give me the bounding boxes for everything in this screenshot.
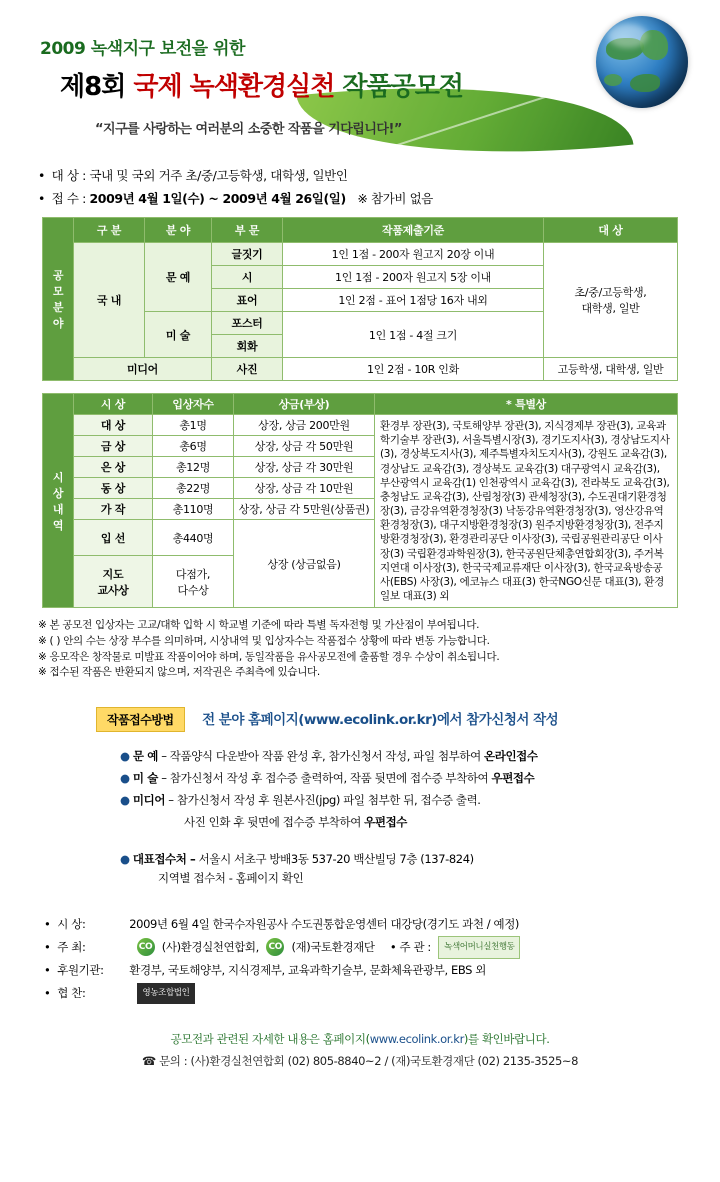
media-sub-bold: 우편접수 <box>364 814 408 829</box>
cell-part-poem: 시 <box>212 266 283 289</box>
col-special: * 특별상 <box>375 394 678 415</box>
bottom-row-host <box>44 936 720 959</box>
contact-value: 서울시 서초구 방배3동 537-20 백산빌딩 7층 (137-824) <box>198 851 474 866</box>
bottom-value-host-2: (재)국토환경재단 <box>291 939 375 954</box>
table-row <box>43 358 678 381</box>
media-sub-text: 사진 인화 후 뒷면에 접수증 부착하여 <box>184 814 365 829</box>
apply-item-media-sub <box>184 812 720 834</box>
cell-part-photo: 사진 <box>212 358 283 381</box>
cell-field-media: 미디어 <box>74 358 212 381</box>
note-1: ※ 본 공모전 입상자는 고교/대학 입학 시 학교별 기준에 따라 특별 독자전형 및 가산점이 부여됩니다. <box>38 619 480 632</box>
bottom-value-sponsors: 환경부, 국토해양부, 지식경제부, 교육과학기술부, 문화체육관광부, EBS 외 <box>129 962 486 977</box>
bottom-row-ceremony <box>44 913 720 936</box>
cell-standard-poem: 1인 1점 - 200자 원고지 5장 이내 <box>283 266 544 289</box>
col-prize: 상금(부상) <box>234 394 375 415</box>
bullet-circle-icon: ● <box>120 771 130 786</box>
green-growth-logo-icon <box>438 936 520 959</box>
award-bronze: 동 상 <box>74 478 153 499</box>
category-table <box>42 217 678 381</box>
title-part-2: 국제 녹색환경실천 <box>133 72 335 102</box>
prize-selected: 상장 (상금없음) <box>234 520 375 608</box>
footer-text-a: 공모전과 관련된 자세한 내용은 홈페이지( <box>170 1031 370 1046</box>
bullet-icon: • <box>44 916 51 931</box>
cell-part-painting: 회화 <box>212 335 283 358</box>
bullet-circle-icon: ● <box>120 851 130 866</box>
award-table <box>42 393 678 608</box>
table-row <box>43 243 678 266</box>
period-row <box>38 189 720 207</box>
award-grand: 대 상 <box>74 415 153 436</box>
prize-gold: 상장, 상금 각 50만원 <box>234 436 375 457</box>
award-honorable: 가 작 <box>74 499 153 520</box>
poster-footer <box>0 1029 720 1073</box>
bullet-circle-icon: ● <box>120 792 130 807</box>
note-4: ※ 접수된 작품은 반환되지 않으며, 저작권은 주최측에 있습니다. <box>38 666 320 679</box>
period-value: 2009년 4월 1일(수) ~ 2009년 4월 26일(일) <box>89 191 346 206</box>
award-side-label: 시 상 내 역 <box>43 394 74 608</box>
col-award: 시 상 <box>74 394 153 415</box>
header-quote: “지구를 사랑하는 여러분의 소중한 작품을 기다립니다!” <box>95 122 402 137</box>
bottom-label-host: 주 최: <box>57 939 86 954</box>
cell-target-group-1: 초/중/고등학생, 대학생, 일반 <box>544 243 678 358</box>
bottom-value-ceremony: 2009년 6월 4일 한국수자원공사 수도권통합운영센터 대강당(경기도 과천 / 예정) <box>129 916 520 931</box>
col-standard: 작품제출기준 <box>283 218 544 243</box>
bullet-icon: • <box>44 939 51 954</box>
apply-item-bold: 우편접수 <box>491 771 535 786</box>
apply-item-media <box>120 790 720 834</box>
count-selected: 총440명 <box>153 520 234 556</box>
bottom-value-supervisor-label: • 주 관 : <box>389 939 431 954</box>
target-label: 대 상 : <box>51 168 90 183</box>
bottom-label-ceremony: 시 상: <box>57 916 86 931</box>
table-header-row <box>43 218 678 243</box>
cell-standard-writing: 1인 1점 - 200자 원고지 20장 이내 <box>283 243 544 266</box>
notes-block <box>38 618 720 681</box>
prize-honorable: 상장, 상금 각 5만원(상품권) <box>234 499 375 520</box>
period-label: 접 수 : <box>51 191 90 206</box>
note-2: ※ ( ) 안의 수는 상장 부수를 의미하며, 시상내역 및 입상자수는 작품접수 상황에 따라 변동 가능합니다. <box>38 634 490 647</box>
col-count: 입상자수 <box>153 394 234 415</box>
cell-part-slogan: 표어 <box>212 289 283 312</box>
contact-label: 대표접수처 – <box>132 851 196 866</box>
col-target: 대 상 <box>544 218 678 243</box>
cell-field-art: 미 술 <box>145 312 212 358</box>
cell-field-literature: 문 예 <box>145 243 212 312</box>
bottom-label-support: 협 찬: <box>57 985 86 1000</box>
footer-url[interactable]: www.ecolink.or.kr <box>369 1031 464 1046</box>
bullet-circle-icon: ● <box>120 749 130 764</box>
bottom-info <box>44 913 720 1005</box>
poster-header <box>0 0 720 160</box>
col-division: 구 분 <box>74 218 145 243</box>
farm-coop-logo-text: 영농조합법인 <box>137 983 196 1004</box>
green-growth-logo-text: 녹색어머니실천행동 <box>438 936 520 959</box>
bottom-value-host-1: (사)환경실천연합회, <box>161 939 259 954</box>
cell-division: 국 내 <box>74 243 145 358</box>
apply-title: 전 분야 홈페이지(www.ecolink.or.kr)에서 참가신청서 작성 <box>202 712 559 729</box>
prize-bronze: 상장, 상금 각 10만원 <box>234 478 375 499</box>
footer-line-2: ☎ 문의 : (사)환경실천연합회 (02) 805-8840~2 / (재)국토환경재단 (02) 2135-3525~8 <box>141 1053 579 1068</box>
table-row <box>43 415 678 436</box>
apply-item-label: 미디어 <box>132 792 166 807</box>
apply-badge: 작품접수방법 <box>96 707 185 732</box>
title-part-3: 작품공모전 <box>334 72 463 102</box>
entry-info <box>38 166 720 207</box>
special-awards-list: 환경부 장관(3), 국토해양부 장관(3), 지식경제부 장관(3), 교육과학기술부 장관(3), 서울특별시장(3), 경기도지사(3), 경상남도지사(3), 경상북도지사(3), 제주특별자치도지사(3), 강원도 교육감(3), 경상남도 교육감(3), 경상북도 교육감(3) 대구광역시 교육감(3), 부산광역시 교육감(1) 인천광역시 교육감(3), 전라북도 교육감(3), 충청남도 교육감(3), 산림청장(3) 관세청장(3), 수도권대기환경청장(3), 금강유역환경청장(3) 낙동강유역환경청장(3), 영산강유역환경청장(3), 대구지방환경청장(3) 원주지방환경청장(3), 전주지방환경청장(3), 환경관리공단 이사장(3), 국립공원관리공단 이사장(3) 국립환경과학원장(3), 한국공원단체총연합회장(3), 주거복지연대 이사장(3), 한국국제교류재단 이사장(3), 한국교육방송공사(EBS) 사장(3), 에코뉴스 대표(3) 한국NGO신문 대표(3), 환경일보 대표(3) 외 <box>375 415 678 608</box>
count-honorable: 총110명 <box>153 499 234 520</box>
title-part-1: 제8회 <box>60 72 134 102</box>
cell-target-group-2: 고등학생, 대학생, 일반 <box>544 358 678 381</box>
apply-item-text: – 참가신청서 작성 후 원본사진(jpg) 파일 첨부한 뒤, 접수증 출력. <box>165 792 481 807</box>
cell-standard-slogan: 1인 2점 - 표어 1점당 16자 내외 <box>283 289 544 312</box>
cell-standard-photo: 1인 2점 - 10R 인화 <box>283 358 544 381</box>
period-note: ※ 참가비 없음 <box>357 191 433 206</box>
cell-part-poster: 포스터 <box>212 312 283 335</box>
cell-part-writing: 글짓기 <box>212 243 283 266</box>
bullet-icon: • <box>44 962 51 977</box>
col-field: 분 야 <box>145 218 212 243</box>
category-side-label: 공 모 분 야 <box>43 218 74 381</box>
award-silver: 은 상 <box>74 457 153 478</box>
apply-header <box>0 707 720 732</box>
bullet-icon: • <box>44 985 51 1000</box>
target-row <box>38 166 720 184</box>
count-bronze: 총22명 <box>153 478 234 499</box>
award-teacher: 지도 교사상 <box>74 556 153 608</box>
header-title <box>60 66 463 103</box>
col-part: 부 문 <box>212 218 283 243</box>
target-value: 국내 및 국외 거주 초/중/고등학생, 대학생, 일반인 <box>89 168 348 183</box>
apply-item-label: 문 예 <box>132 749 158 764</box>
contact-main <box>120 850 720 870</box>
apply-item-art <box>120 768 720 790</box>
bottom-row-sponsors <box>44 959 720 982</box>
farm-coop-logo-icon <box>137 982 196 1005</box>
bottom-row-support <box>44 982 720 1005</box>
eco-circle-logo-icon: CO <box>266 936 284 959</box>
bullet-icon: • <box>38 168 45 183</box>
header-subtitle: 2009 녹색지구 보전을 위한 <box>40 39 245 59</box>
earth-globe-icon <box>596 16 688 108</box>
apply-item-label: 미 술 <box>132 771 158 786</box>
count-teacher: 다점가, 다수상 <box>153 556 234 608</box>
apply-item-bold: 온라인접수 <box>484 749 538 764</box>
contact-block <box>120 850 720 889</box>
apply-item-text: – 참가신청서 작성 후 접수증 출력하여, 작품 뒷면에 접수증 부착하여 <box>157 771 492 786</box>
apply-item-text: – 작품양식 다운받아 작품 완성 후, 참가신청서 작성, 파일 첨부하여 <box>157 749 485 764</box>
note-3: ※ 응모작은 창작물로 미발표 작품이어야 하며, 동일작품을 유사공모전에 출품할 경우 수상이 취소됩니다. <box>38 650 500 663</box>
apply-item-literature <box>120 746 720 768</box>
count-gold: 총6명 <box>153 436 234 457</box>
prize-grand: 상장, 상금 200만원 <box>234 415 375 436</box>
table-header-row <box>43 394 678 415</box>
award-gold: 금 상 <box>74 436 153 457</box>
award-selected: 입 선 <box>74 520 153 556</box>
apply-items <box>120 746 720 833</box>
bottom-label-sponsors: 후원기관: <box>57 962 104 977</box>
footer-line-1 <box>0 1029 720 1051</box>
footer-text-b: )를 확인바랍니다. <box>463 1031 550 1046</box>
contact-sub: 지역별 접수처 - 홈페이지 확인 <box>158 871 304 886</box>
eco-circle-logo-icon: CO <box>137 936 155 959</box>
prize-silver: 상장, 상금 각 30만원 <box>234 457 375 478</box>
cell-standard-art: 1인 1점 - 4절 크기 <box>283 312 544 358</box>
count-silver: 총12명 <box>153 457 234 478</box>
count-grand: 총1명 <box>153 415 234 436</box>
bullet-icon: • <box>38 191 45 206</box>
